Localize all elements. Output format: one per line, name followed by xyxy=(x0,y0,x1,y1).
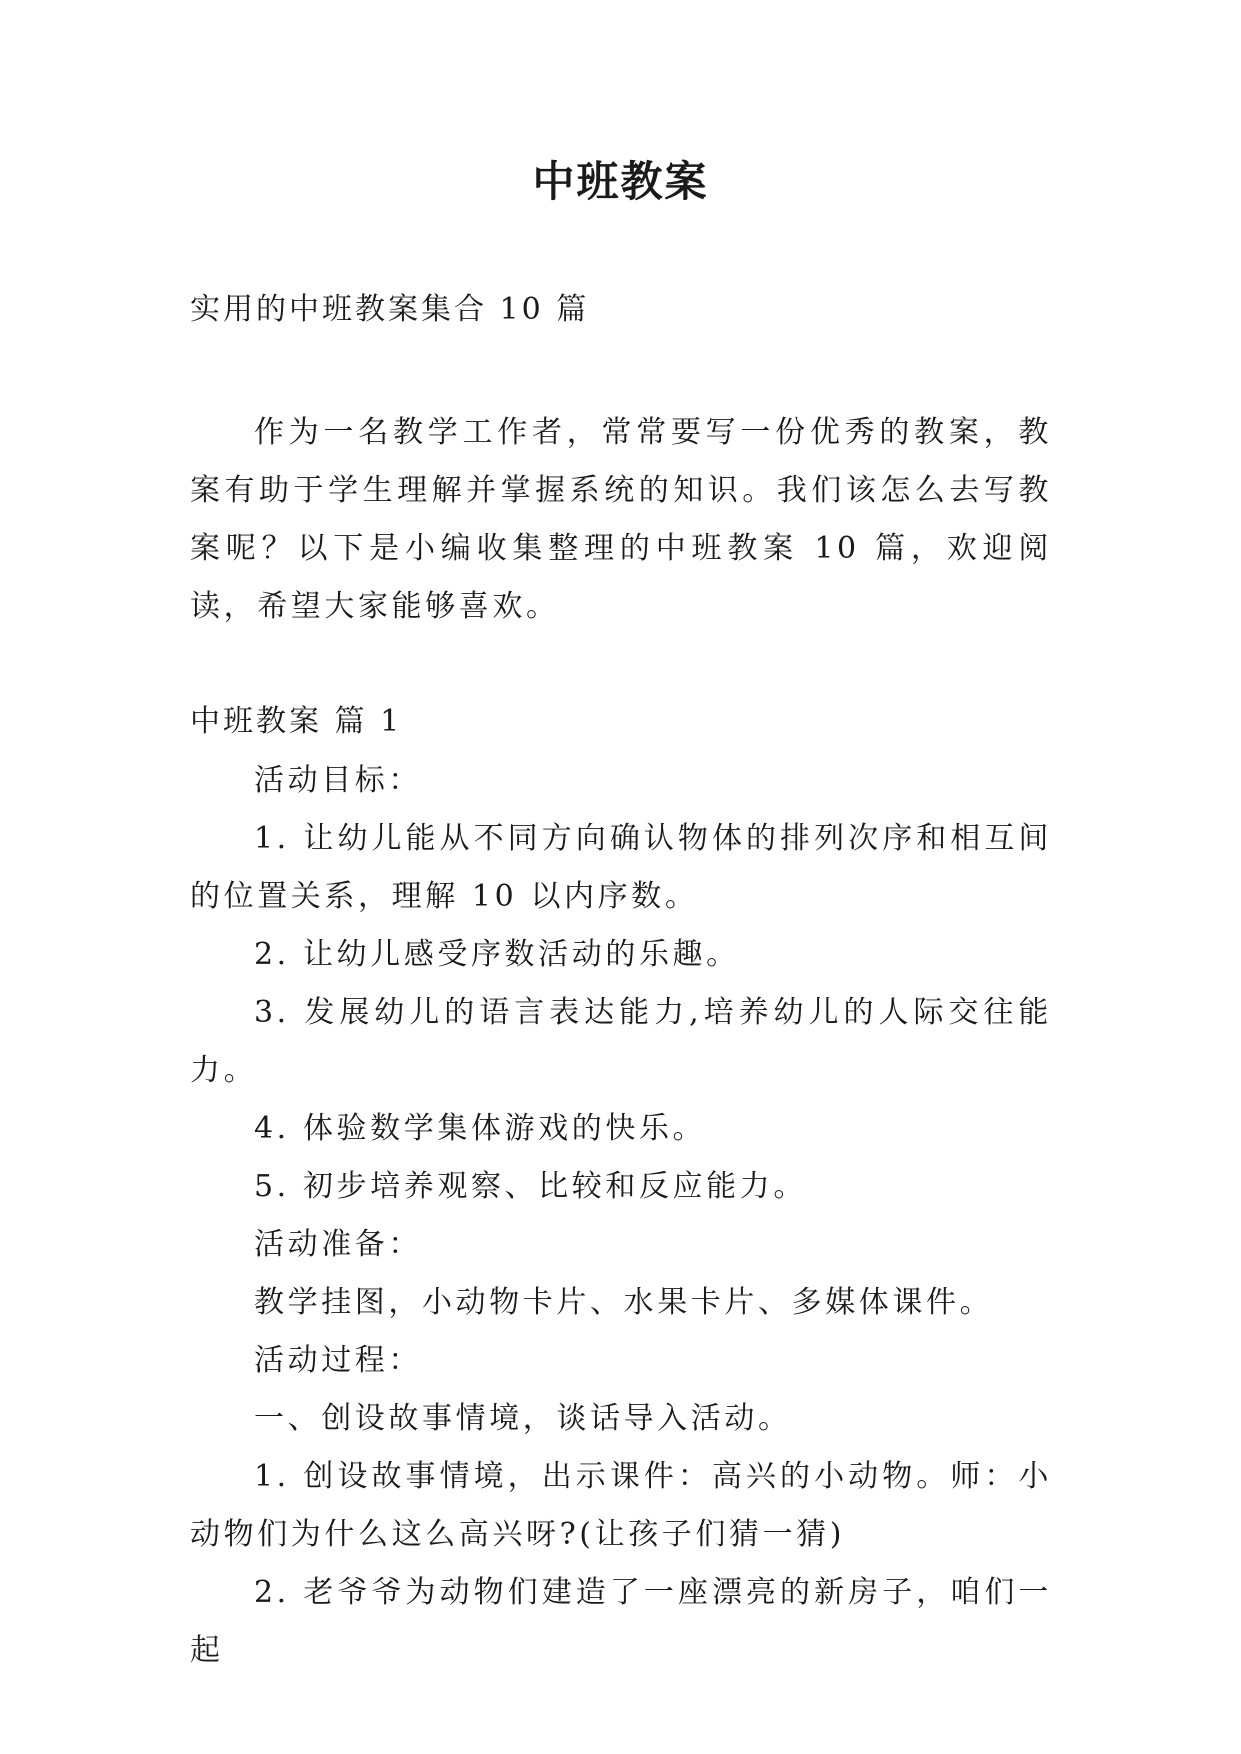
heading-activity-process: 活动过程： xyxy=(254,1343,422,1378)
heading-activity-goals: 活动目标： xyxy=(254,763,422,798)
intro-paragraph: 作为一名教学工作者，常常要写一份优秀的教案，教案有助于学生理解并掌握系统的知识。我们该怎么去写教案呢？以下是小编收集整理的中班教案 10 篇，欢迎阅读，希望大家能够喜欢。 xyxy=(190,415,1052,624)
heading-activity-preparation: 活动准备： xyxy=(254,1227,422,1262)
goal-item-2: 2. 让幼儿感受序数活动的乐趣。 xyxy=(254,937,740,972)
goal-item-1: 1. 让幼儿能从不同方向确认物体的排列次序和相互间的位置关系，理解 10 以内序数。 xyxy=(190,821,1052,914)
goal-item-4: 4. 体验数学集体游戏的快乐。 xyxy=(254,1111,707,1146)
section-heading: 中班教案 篇 1 xyxy=(190,704,403,739)
document-subtitle: 实用的中班教案集合 10 篇 xyxy=(190,292,590,327)
process-item-1: 1. 创设故事情境，出示课件：高兴的小动物。师：小动物们为什么这么高兴呀?(让孩子们猜一猜) xyxy=(190,1459,1052,1552)
process-step-1-heading: 一、创设故事情境，谈话导入活动。 xyxy=(254,1401,792,1436)
document-title: 中班教案 xyxy=(532,157,709,206)
goal-item-5: 5. 初步培养观察、比较和反应能力。 xyxy=(254,1169,807,1204)
preparation-text: 教学挂图，小动物卡片、水果卡片、多媒体课件。 xyxy=(254,1285,994,1320)
process-item-2: 2. 老爷爷为动物们建造了一座漂亮的新房子，咱们一起 xyxy=(190,1575,1052,1668)
goal-item-3: 3. 发展幼儿的语言表达能力,培养幼儿的人际交往能力。 xyxy=(190,995,1052,1088)
section-body xyxy=(190,752,1052,1680)
